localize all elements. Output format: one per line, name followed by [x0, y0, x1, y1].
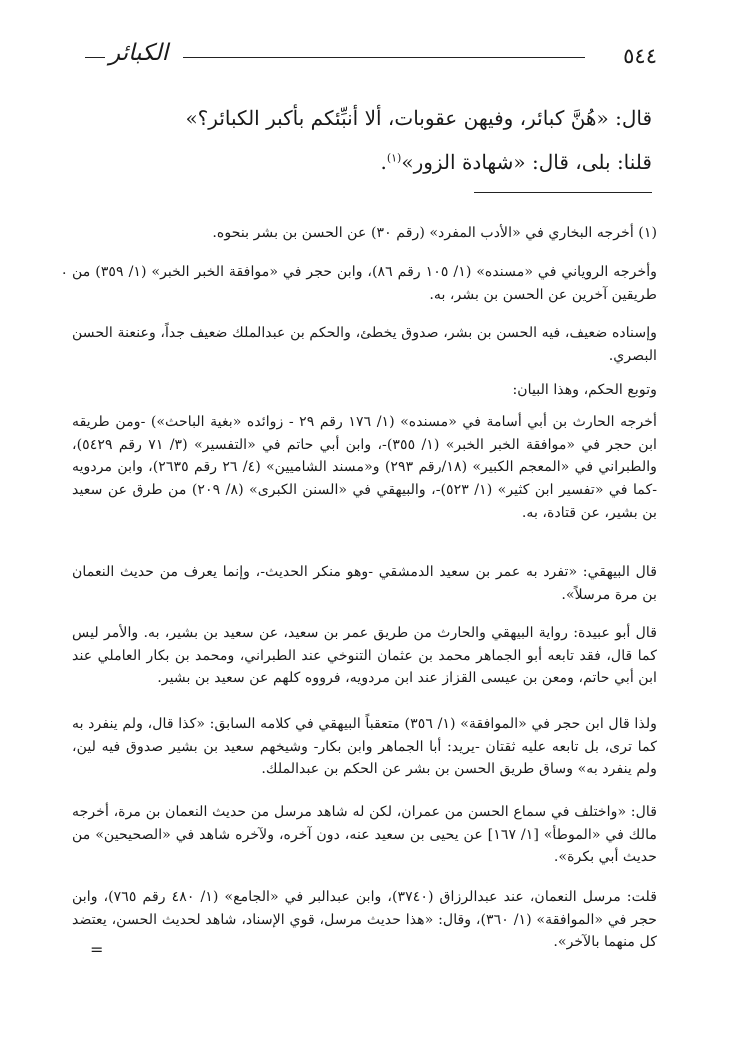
page-number: ٥٤٤: [623, 44, 657, 68]
footnote-para: قلت: مرسل النعمان، عند عبدالرزاق (٣٧٤٠)، وابن عبدالبر في «الجامع» (١/ ٤٨٠ رقم ٧٦٥)، وابن حجر في «الموافقة» (١/ ٣٦٠)، وقال: «هذا حديث مرسل، قوي الإسناد، شاهد لحديث الحسن، يعتضد كل منهما بالآخر».: [72, 889, 657, 951]
main-text-line-1: قال: «هُنَّ كبائر، وفيهن عقوبات، ألا أنبِّئكم بأكبر الكبائر؟»: [185, 106, 652, 130]
running-title: الكبائر: [109, 40, 169, 66]
footnote-para: وتوبع الحكم، وهذا البيان:: [512, 382, 657, 398]
page-header: [85, 38, 657, 72]
continuation-mark: =: [90, 940, 104, 959]
footnote-ref: (١): [386, 151, 402, 165]
footnote-para: قال أبو عبيدة: رواية البيهقي والحارث من طريق عمر بن سعيد، عن سعيد بن بشير، به. والأمر ليس كما قال، فقد تابعه أبو الجماهر محمد بن عثمان التنوخي عند الطبراني، ومحمد بن بكار العاملي عند ابن أبي حاتم، ومعن بن عيسى القزاز عند ابن مردويه، فرووه كلهم عن سعيد بن بشير.: [72, 625, 657, 687]
footnote-para: ولذا قال ابن حجر في «الموافقة» (١/ ٣٥٦) متعقباً البيهقي في كلامه السابق: «كذا قال، ولم ينفرد به كما ترى، بل تابعه عليه ثقتان -يريد: أبا الجماهر وابن بكار- وشيخهم سعيد بن بشير صدوق فيه لين، ولم ينفرد به» وساق طريق الحسن بن بشر عن الحكم بن عبدالملك.: [72, 716, 657, 778]
header-rule-left: [85, 57, 105, 58]
margin-dot: .: [62, 262, 67, 278]
footnote-para: قال: «واختلف في سماع الحسن من عمران، لكن له شاهد مرسل من حديث النعمان بن مرة، أخرجه مالك في «الموطأ» [١/ ١٦٧] عن يحيى بن سعيد عنه، دون آخره، ولآخره شاهد في «الصحيحين» من حديث أبي بكرة».: [72, 804, 658, 866]
footnote-separator: [474, 192, 652, 193]
main-text-line-2: قلنا: بلى، قال: «شهادة الزور»$^{(١)}$.: [380, 150, 652, 174]
footnote-para: وأخرجه الروياني في «مسنده» (١/ ١٠٥ رقم ٨٦)، وابن حجر في «موافقة الخبر الخبر» (١/ ٣٥٩) من طريقين آخرين عن الحسن بن بشر، به.: [72, 264, 658, 303]
footnote-para: (١) أخرجه البخاري في «الأدب المفرد» (رقم ٣٠) عن الحسن بن بشر بنحوه.: [212, 225, 657, 241]
footnote-para: أخرجه الحارث بن أبي أسامة في «مسنده» (١/ ١٧٦ رقم ٢٩ - زوائده «بغية الباحث») -ومن طريقه ابن حجر في «موافقة الخبر الخبر» (١/ ٣٥٥)-، وابن أبي حاتم في «التفسير» (٣/ ٧١ رقم ٥٤٢٩)، والطبراني في «المعجم الكبير» (١٨/رقم ٢٩٣) و«مسند الشاميين» (٤/ ٢٦ رقم ٢٦٣٥)، وابن مردويه -كما في «تفسير ابن كثير» (١/ ٥٢٣)-، والبيهقي في «السنن الكبرى» (٨/ ٢٠٩) من طرق عن سعيد بن بشير، عن قتادة، به.: [72, 414, 658, 521]
footnote-para: قال البيهقي: «تفرد به عمر بن سعيد الدمشقي -وهو منكر الحديث-، وإنما يعرف من حديث النعمان بن مرة مرسلاً».: [72, 564, 657, 603]
footnote-para: وإسناده ضعيف، فيه الحسن بن بشر، صدوق يخطئ، والحكم بن عبدالملك ضعيف جداً، وعنعنة الحسن البصري.: [72, 325, 657, 364]
header-rule: [183, 57, 585, 58]
